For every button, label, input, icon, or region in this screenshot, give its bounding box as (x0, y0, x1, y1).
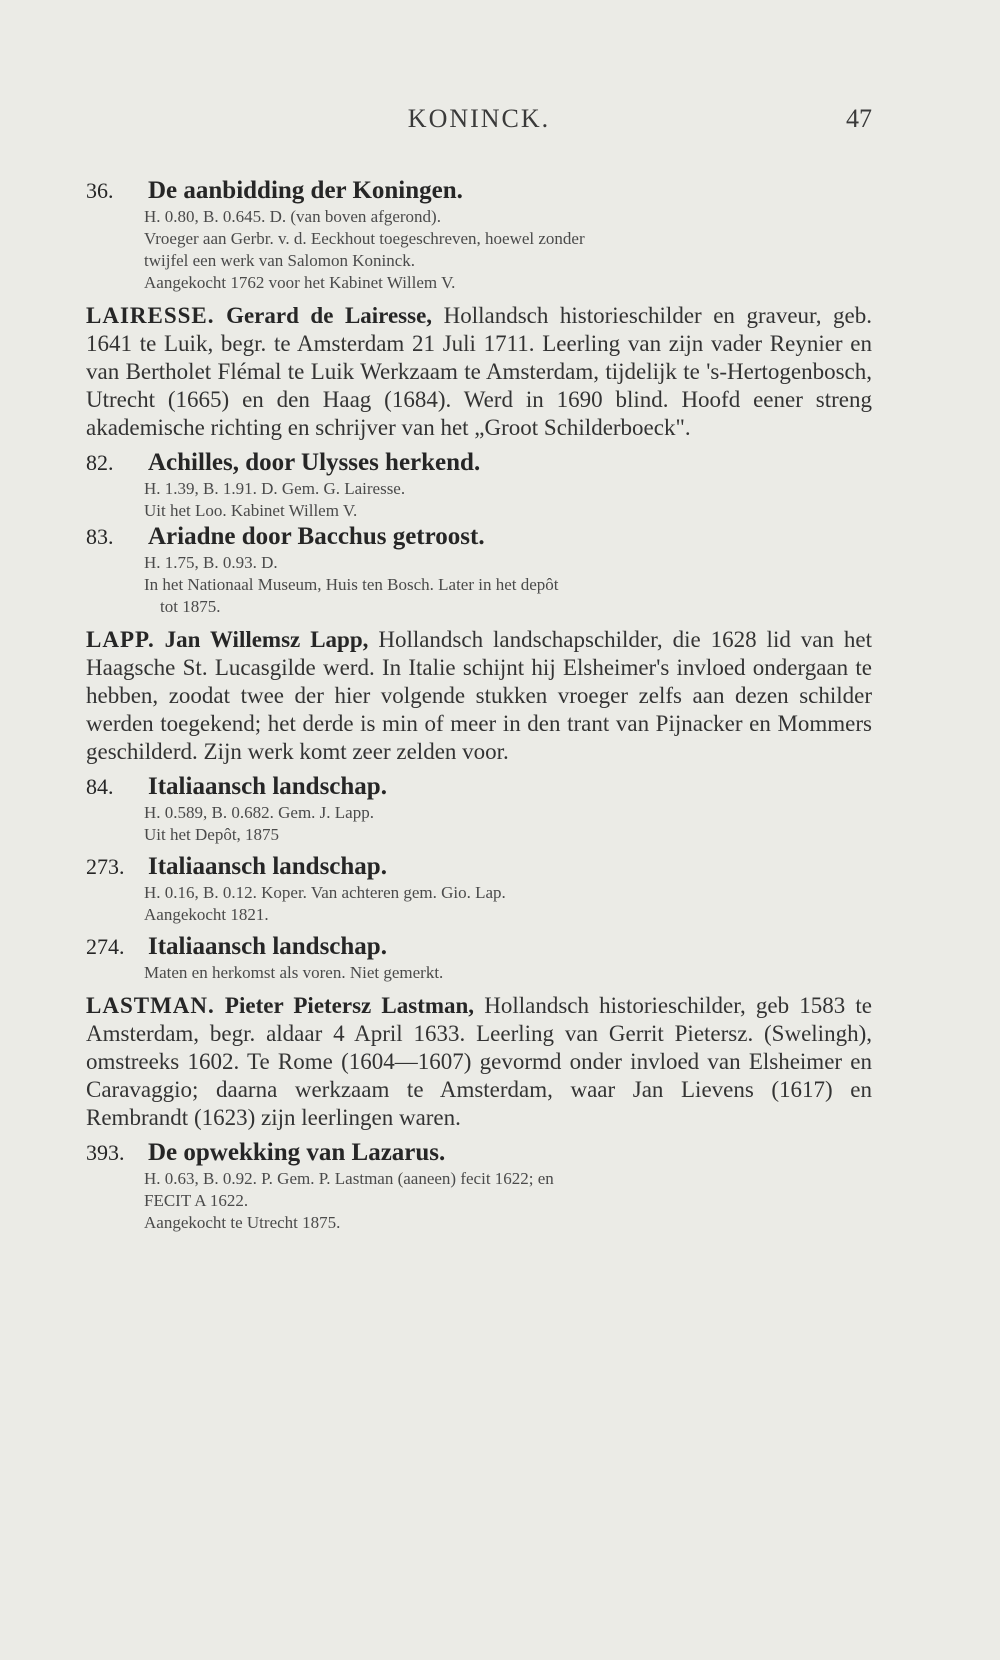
entry-line: FECIT A 1622. (144, 1191, 249, 1210)
entry-number: 83. (86, 524, 114, 549)
entry-title: Achilles, door Ulysses herkend. (148, 449, 481, 476)
entry-line: Aangekocht 1762 voor het Kabinet Willem V. (144, 273, 456, 292)
entry-line: Aangekocht 1821. (144, 905, 269, 924)
entry-number: 84. (86, 774, 114, 799)
catalogue-entry (86, 852, 872, 926)
artist-name: Jan Willemsz Lapp, (164, 627, 369, 652)
entry-title: Italiaansch landschap. (148, 853, 387, 880)
artist-bio-text: Hollandsch historieschilder, geb 1583 te Amsterdam, begr. aldaar 4 April 1633. Leerling van Gerrit Pietersz. (Swelingh), omstreeks 1602. Te Rome (1604—1607) gevormd onder invloed van Elsheimer en Caravaggio; daarna werkzaam te Amsterdam, waar Jan Lievens (1617) en Rembrandt (1623) zijn leerlingen waren. (86, 993, 873, 1130)
entry-title: De aanbidding der Koningen. (148, 177, 463, 204)
page-content (86, 176, 872, 1234)
entry-number: 82. (86, 450, 114, 475)
entry-line: Uit het Loo. Kabinet Willem V. (144, 501, 358, 520)
artist-bio-lastman (86, 992, 872, 1132)
catalogue-entry (86, 1138, 872, 1234)
entry-line: In het Nationaal Museum, Huis ten Bosch. Later in het depôt (144, 575, 559, 594)
entry-line: Aangekocht te Utrecht 1875. (144, 1213, 341, 1232)
entry-number: 36. (86, 178, 114, 203)
entry-number: 274. (86, 934, 125, 959)
entry-line: twijfel een werk van Salomon Koninck. (144, 251, 415, 270)
artist-key: LASTMAN. (86, 993, 215, 1018)
entry-line: tot 1875. (160, 597, 221, 616)
catalogue-entry (86, 176, 872, 294)
catalogue-entry (86, 448, 872, 522)
entry-title: De opwekking van Lazarus. (148, 1139, 446, 1166)
page-header (86, 104, 872, 144)
entry-line: H. 0.80, B. 0.645. D. (van boven afgerond). (144, 207, 441, 226)
artist-bio-lairesse (86, 302, 872, 442)
entry-line: Uit het Depôt, 1875 (144, 825, 280, 844)
artist-bio-text: Hollandsch landschapschilder, die 1628 lid van het Haagsche St. Lucasgilde werd. In Italie schijnt hij Elsheimer's invloed ondergaan te hebben, zoodat twee der hier volgende stukken vroeger zelfs aan dezen schilder werden toegekend; het derde is min of meer in den trant van Pijnacker en Mommers geschilderd. Zijn werk komt zeer zelden voor. (86, 627, 873, 764)
entry-number: 393. (86, 1140, 125, 1165)
running-head: KONINCK. (407, 104, 551, 133)
entry-line: H. 0.589, B. 0.682. Gem. J. Lapp. (144, 803, 374, 822)
artist-name: Pieter Pietersz Lastman, (224, 993, 475, 1018)
entry-line: H. 1.75, B. 0.93. D. (144, 553, 278, 572)
entry-title: Italiaansch landschap. (148, 933, 387, 960)
entry-line: Vroeger aan Gerbr. v. d. Eeckhout toegeschreven, hoewel zonder (144, 229, 585, 248)
catalogue-entry (86, 932, 872, 984)
entry-line: Maten en herkomst als voren. Niet gemerkt. (144, 963, 444, 982)
entry-line: H. 0.16, B. 0.12. Koper. Van achteren gem. Gio. Lap. (144, 883, 506, 902)
entry-number: 273. (86, 854, 125, 879)
artist-bio-text: Hollandsch historieschilder en graveur, geb. 1641 te Luik, begr. te Amsterdam 21 Juli 1711. Leerling van zijn vader Reynier en van Bertholet Flémal te Luik Werkzaam te Amsterdam, tijdelijk te 's-Hertogenbosch, Utrecht (1665) en den Haag (1684). Werd in 1690 blind. Hoofd eener streng akademische richting en schrijver van het „Groot Schilderboeck". (86, 303, 873, 440)
artist-name: Gerard de Lairesse, (226, 303, 433, 328)
artist-key: LAIRESSE. (86, 303, 215, 328)
page-number: 47 (846, 104, 872, 133)
entry-line: H. 1.39, B. 1.91. D. Gem. G. Lairesse. (144, 479, 406, 498)
catalogue-entry (86, 772, 872, 846)
entry-title: Italiaansch landschap. (148, 773, 387, 800)
catalogue-entry (86, 522, 872, 618)
artist-key: LAPP. (86, 627, 155, 652)
artist-bio-lapp (86, 626, 872, 766)
entry-line: H. 0.63, B. 0.92. P. Gem. P. Lastman (aaneen) fecit 1622; en (144, 1169, 554, 1188)
entry-title: Ariadne door Bacchus getroost. (148, 523, 485, 550)
